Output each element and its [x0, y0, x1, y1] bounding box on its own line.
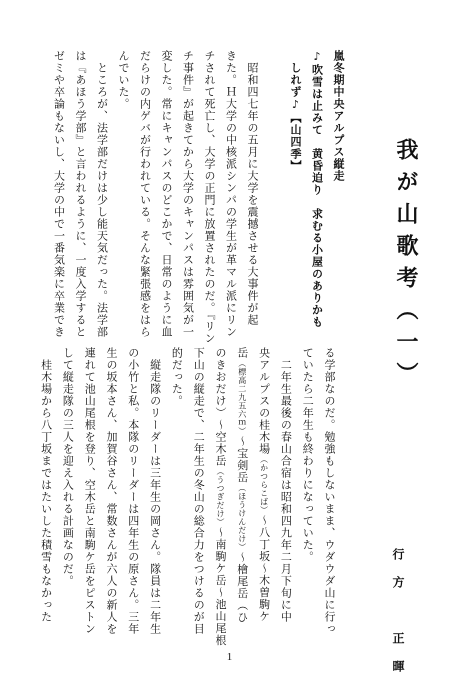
text-column: る学部なのだ。勉強もしないまま、ウダウダ山に行っ [323, 347, 336, 635]
text-column: のきおだけ）～空木岳（うつぎだけ）～南駒ケ岳～池山尾根 [214, 347, 227, 647]
text-column: は『あほう学部』と言われるように、一度入学すると [74, 50, 87, 338]
text-column: きた。Ｈ大学の中核派シンパの学生が革マル派にリン [224, 50, 238, 338]
text-column: 生の坂本さん、加賀谷さん、常数さんが六人の新人を [105, 347, 118, 635]
text-column: ♪吹雪は止みて 黄昏迫り 求むる小屋のありかも [310, 50, 324, 328]
text-column: 嵐冬期中央アルプス縦走 [332, 50, 345, 182]
page-number: 1 [226, 651, 233, 663]
text-column: 央アルプスの桂木場（かつらこば）～八丁坂～木曽駒ケ [257, 347, 271, 623]
text-column: 変した。常にキャンパスのどこかで、日常のように血 [160, 50, 173, 338]
text-column: 的だった。 [170, 347, 184, 407]
text-column: だらけの内ゲバが行われている。そんな緊張感をはら [138, 50, 152, 338]
text-column: して縦走隊の三人を迎え入れる計画なのだ。 [61, 347, 75, 587]
text-column: チされて死亡し、大学の正門に放置されたのだ。『リン [203, 50, 216, 345]
text-column: ゼミや卒論もないし、大学の中で一番気楽に卒業でき [52, 50, 66, 338]
text-column: ていたら二年生も終わりになっていた。 [301, 347, 315, 563]
text-column: 縦走隊のリーダーは三年生の岡さん。隊員は二年生 [148, 347, 162, 635]
text-column: 昭和四七年の五月に大学を震撼させる大事件が起 [246, 50, 259, 326]
text-column: チ事件』が起きてから大学のキャンパスは雰囲気が一 [181, 50, 195, 338]
text-column: ところが、法学部だけは少し能天気だった。法学部 [95, 50, 109, 338]
text-column: 二年生最後の春山合宿は昭和四九年二月下旬に中 [279, 347, 293, 623]
text-column: 桂木場から八丁坂まではたいした積雪もなかった [39, 347, 53, 623]
text-column: 連れて池山尾根を登り、空木岳と南駒ケ岳をピストン [83, 347, 97, 635]
text-column: 岳（標高二九五六ｍ）～宝剣岳（ほうけんだけ）～檜尾岳（ひ [235, 347, 249, 624]
author-name: 行方 正暉 [391, 548, 405, 688]
text-column: 下山の縦走で、二年生の冬山の総合力をつけるのが目 [192, 347, 206, 635]
text-column: しれず♪【山四季】 [289, 50, 302, 172]
document-title: 我が山歌考（一） [393, 138, 419, 394]
text-column: んでいた。 [117, 50, 130, 110]
text-column: の小竹と私。本隊のリーダーは四年生の原さん。三年 [126, 347, 140, 635]
